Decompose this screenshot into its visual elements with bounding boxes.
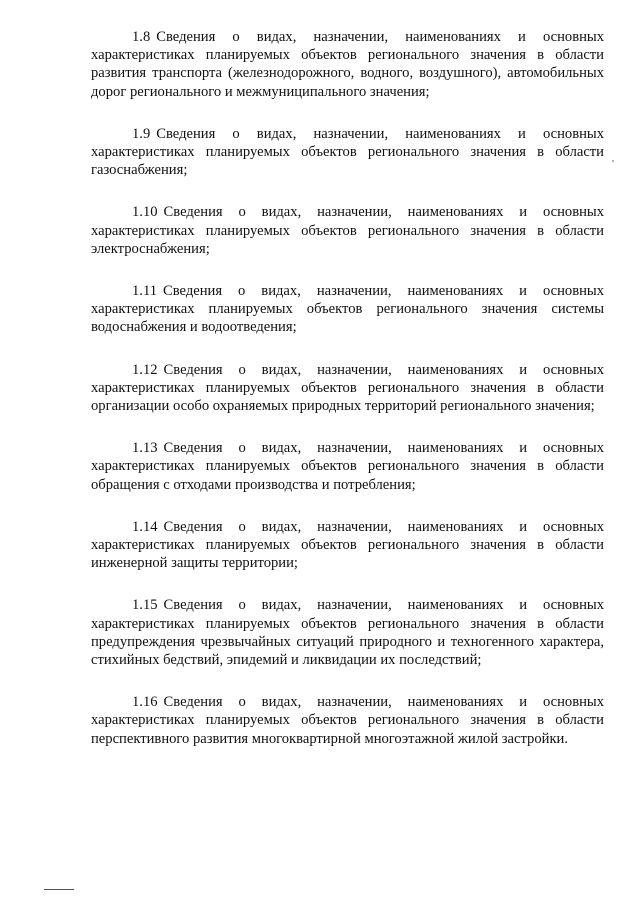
item-text: Сведения о видах, назначении, наименованиях и основных характеристиках планируемых объектов регионального значения системы водоснабжения и водоотведения; [91,283,604,336]
item-number: 1.10 [132,204,158,221]
item-text: Сведения о видах, назначении, наименованиях и основных характеристиках планируемых объектов регионального значения в области электроснабжения; [91,204,604,257]
item-text: Сведения о видах, назначении, наименованиях и основных характеристиках планируемых объектов регионального значения в области инженерной защиты территории; [91,518,604,572]
item-number: 1.8 [132,29,151,45]
item-number: 1.12 [132,361,158,378]
item-text: Сведения о видах, назначении, наименованиях и основных характеристиках планируемых объектов регионального значения в области предупреждения чрезвычайных ситуаций природного и техногенного характера, стихийных бедствий, эпидемий и ликвидации их последствий; [91,597,604,669]
item-number: 1.9 [132,125,151,142]
item-number: 1.13 [132,440,158,457]
list-item-1-12 [91,361,604,416]
item-number: 1.16 [132,694,158,711]
item-text: Сведения о видах, назначении, наименованиях и основных характеристиках планируемых объектов регионального значения в области обращения с отходами производства и потребления; [91,440,604,493]
list-item-1-10 [91,203,604,258]
item-text: Сведения о видах, назначении, наименованиях и основных характеристиках планируемых объектов регионального значения в области организации особо охраняемых природных территорий регионального значения; [91,361,604,415]
list-item-1-14 [91,518,604,573]
list-item-1-11 [91,282,604,337]
item-number: 1.15 [132,597,158,614]
item-text: Сведения о видах, назначении, наименованиях и основных характеристиках планируемых объектов регионального значения в области перспективного развития многоквартирной многоэтажной жилой застройки. [91,694,604,747]
footer-rule [44,889,74,890]
list-item-1-15 [91,596,604,669]
document-body [91,28,604,772]
list-item-1-8 [91,28,604,101]
item-text: Сведения о видах, назначении, наименованиях и основных характеристиках планируемых объектов регионального значения в области развития транспорта (железнодорожного, водного, воздушного), автомобильных дорог регионального и межмуниципального значения; [91,29,604,100]
scan-speck [612,160,614,162]
item-number: 1.14 [132,518,158,535]
list-item-1-9 [91,125,604,180]
item-number: 1.11 [132,283,157,300]
item-text: Сведения о видах, назначении, наименованиях и основных характеристиках планируемых объектов регионального значения в области газоснабжения; [91,125,604,179]
list-item-1-16 [91,693,604,748]
list-item-1-13 [91,439,604,494]
